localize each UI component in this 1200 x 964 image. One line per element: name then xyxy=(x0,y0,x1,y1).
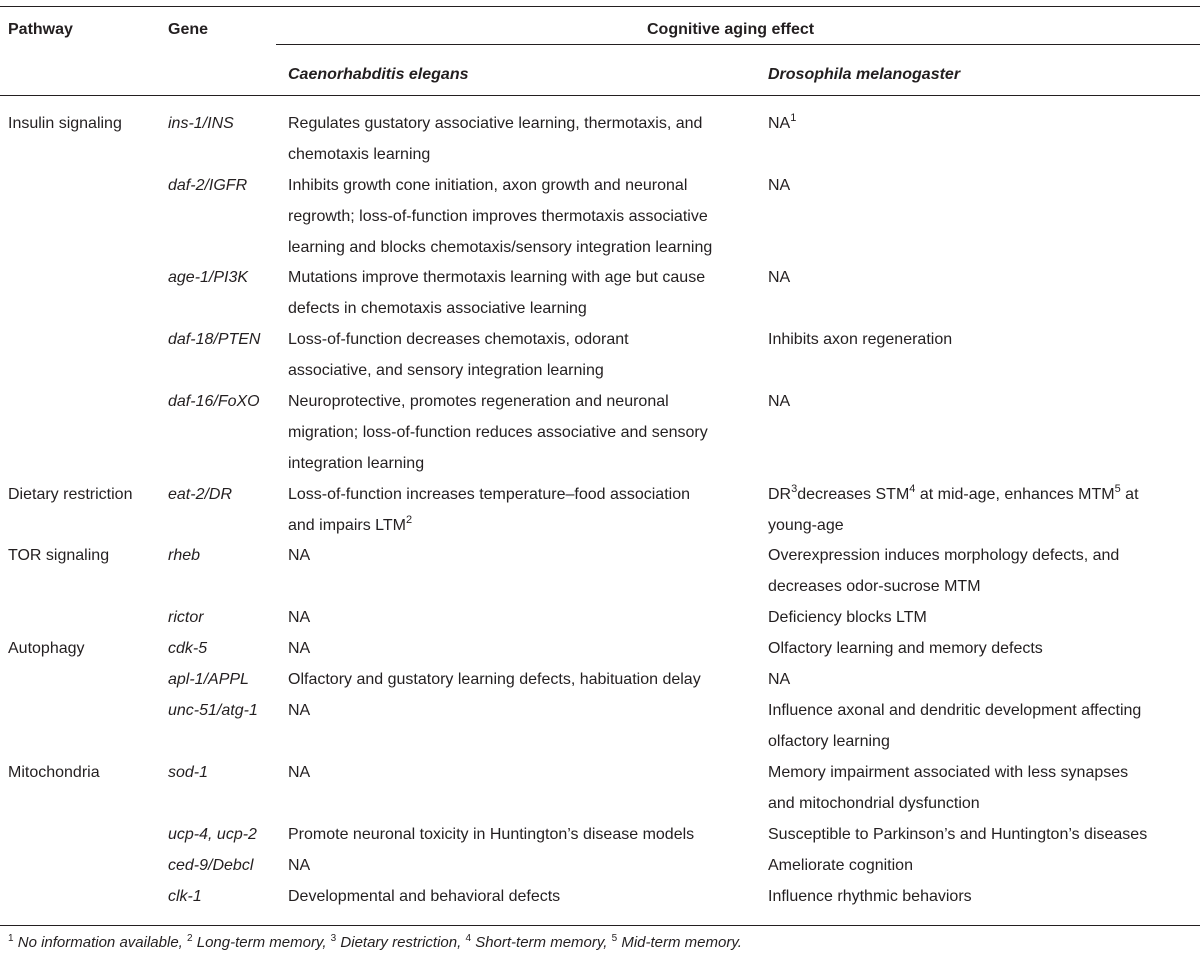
dm-effect-line: decreases odor-sucrose MTM xyxy=(768,578,981,595)
dm-effect-cell: Susceptible to Parkinson’s and Huntington’s diseases xyxy=(768,826,1148,843)
ce-effect-cell: Promote neuronal toxicity in Huntington’s disease models xyxy=(288,826,695,843)
gene-cell: sod-1 xyxy=(168,764,209,781)
dm-effect-line: young-age xyxy=(768,517,844,534)
header-rule xyxy=(0,95,1200,96)
footnote-marker: 2 xyxy=(405,514,413,526)
dm-effect-cell: Ameliorate cognition xyxy=(768,857,913,874)
gene-cell: rheb xyxy=(168,547,201,564)
bottom-rule xyxy=(0,925,1200,926)
ce-effect-cell: NA xyxy=(288,857,311,874)
dm-effect-cell: Deficiency blocks LTM xyxy=(768,609,927,626)
pathway-cell: TOR signaling xyxy=(8,547,110,564)
dm-effect-cell: NA xyxy=(768,269,791,286)
dm-effect-line: and mitochondrial dysfunction xyxy=(768,795,980,812)
dm-effect-line: Influence axonal and dendritic development affecting xyxy=(768,702,1142,719)
ce-effect-cell: NA xyxy=(288,547,311,564)
footnote-marker: 5 xyxy=(1114,483,1121,495)
dm-effect-cell: Inhibits axon regeneration xyxy=(768,331,953,348)
ce-effect-line: Mutations improve thermotaxis learning with age but cause xyxy=(288,269,706,286)
gene-cell: unc-51/atg-1 xyxy=(168,702,258,719)
ce-effect-line: Loss-of-function increases temperature–food association xyxy=(288,486,690,503)
header-species-d-melanogaster: Drosophila melanogaster xyxy=(768,66,961,83)
header-cognitive-aging-effect: Cognitive aging effect xyxy=(647,21,815,38)
ce-effect-line: integration learning xyxy=(288,455,425,472)
pathway-cell: Insulin signaling xyxy=(8,115,122,132)
dm-effect-cell: $NA^1$ xyxy=(768,112,797,132)
gene-cell: eat-2/DR xyxy=(168,486,233,503)
ce-effect-cell: NA xyxy=(288,609,311,626)
pathway-cell: Dietary restriction xyxy=(8,486,133,503)
pathway-cell: Autophagy xyxy=(8,640,85,657)
gene-cell: rictor xyxy=(168,609,204,626)
ce-effect-cell: Developmental and behavioral defects xyxy=(288,888,561,905)
ce-effect-line: defects in chemotaxis associative learning xyxy=(288,300,587,317)
ce-effect-cell: NA xyxy=(288,640,311,657)
gene-cell: cdk-5 xyxy=(168,640,208,657)
footnote-marker: 3 xyxy=(791,483,798,495)
ce-effect-line: Loss-of-function decreases chemotaxis, odorant xyxy=(288,331,629,348)
gene-cell: ucp-4, ucp-2 xyxy=(168,826,257,843)
header-species-c-elegans: Caenorhabditis elegans xyxy=(288,66,469,83)
ce-effect-line: chemotaxis learning xyxy=(288,146,431,163)
ce-effect-line: associative, and sensory integration learning xyxy=(288,362,604,379)
dm-effect-cell: NA xyxy=(768,393,791,410)
dm-effect-line: Overexpression induces morphology defects, and xyxy=(768,547,1120,564)
gene-cell: ced-9/Debcl xyxy=(168,857,254,874)
ce-effect-line: Neuroprotective, promotes regeneration and neuronal xyxy=(288,393,669,410)
dm-effect-cell: NA xyxy=(768,177,791,194)
ce-effect-line: regrowth; loss-of-function improves thermotaxis associative xyxy=(288,208,708,225)
dm-effect-cell: Influence rhythmic behaviors xyxy=(768,888,972,905)
ce-effect-line: migration; loss-of-function reduces associative and sensory xyxy=(288,424,708,441)
dm-effect-line: Memory impairment associated with less synapses xyxy=(768,764,1129,781)
dm-effect-line: olfactory learning xyxy=(768,733,890,750)
table-footnote: $^1$ No information available, $^2$ Long-term memory, $^3$ Dietary restriction, $^4$ Short-term memory, $^5$ Mid-term memory. xyxy=(8,933,742,951)
ce-effect-cell: NA xyxy=(288,702,311,719)
footnote-marker: 1 xyxy=(790,112,797,124)
gene-cell: age-1/PI3K xyxy=(168,269,249,286)
gene-cell: daf-18/PTEN xyxy=(168,331,261,348)
header-pathway: Pathway xyxy=(8,21,73,38)
gene-cell: daf-2/IGFR xyxy=(168,177,248,194)
top-rule xyxy=(0,6,1200,7)
ce-effect-line: Inhibits growth cone initiation, axon growth and neuronal xyxy=(288,177,688,194)
ce-effect-line: and impairs LTM$^2$ xyxy=(288,514,413,534)
gene-cell: daf-16/FoXO xyxy=(168,393,260,410)
gene-cell: ins-1/INS xyxy=(168,115,234,132)
ce-effect-line: learning and blocks chemotaxis/sensory integration learning xyxy=(288,239,713,256)
header-gene: Gene xyxy=(168,21,209,38)
dm-effect-line: $DR^3decreases$ STM$^4$ at mid-age, enhances MTM$^5$ at xyxy=(768,483,1139,503)
ce-effect-cell: NA xyxy=(288,764,311,781)
dm-effect-cell: Olfactory learning and memory defects xyxy=(768,640,1043,657)
footnote-marker: 4 xyxy=(909,483,916,495)
gene-cell: apl-1/APPL xyxy=(168,671,249,688)
ce-effect-line: Regulates gustatory associative learning, thermotaxis, and xyxy=(288,115,703,132)
pathway-cell: Mitochondria xyxy=(8,764,100,781)
gene-cell: clk-1 xyxy=(168,888,202,905)
ce-effect-cell: Olfactory and gustatory learning defects, habituation delay xyxy=(288,671,701,688)
dm-effect-cell: NA xyxy=(768,671,791,688)
